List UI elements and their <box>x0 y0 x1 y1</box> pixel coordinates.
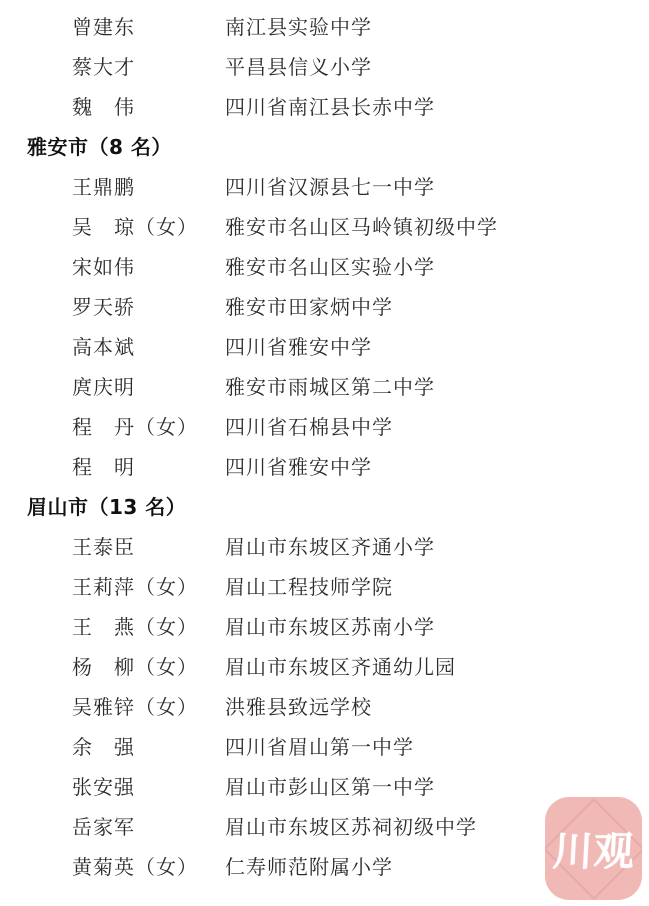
person-name: 黄菊英（女） <box>72 854 198 879</box>
school-name: 眉山市东坡区齐通幼儿园 <box>225 654 456 679</box>
roster-row <box>0 325 649 365</box>
person-name: 罗天骄 <box>72 294 135 319</box>
person-name: 王泰臣 <box>72 534 135 559</box>
roster-row <box>0 685 649 725</box>
school-name: 四川省雅安中学 <box>225 334 372 359</box>
roster-row <box>0 645 649 685</box>
school-name: 眉山市东坡区苏南小学 <box>225 614 435 639</box>
person-name: 高本斌 <box>72 334 135 359</box>
roster-row <box>0 525 649 565</box>
roster-row <box>0 205 649 245</box>
person-name: 程 丹（女） <box>72 414 198 439</box>
roster-row <box>0 765 649 805</box>
person-name: 杨 柳（女） <box>72 654 198 679</box>
person-name: 吴 琼（女） <box>72 214 198 239</box>
school-name: 洪雅县致远学校 <box>225 694 372 719</box>
person-name: 蔡大才 <box>72 54 135 79</box>
person-name: 余 强 <box>72 734 135 759</box>
school-name: 仁寿师范附属小学 <box>225 854 393 879</box>
school-name: 四川省石棉县中学 <box>225 414 393 439</box>
section-header: 雅安市（8 名） <box>27 134 172 159</box>
person-name: 魏 伟 <box>72 94 135 119</box>
roster-list <box>0 5 649 885</box>
school-name: 眉山市彭山区第一中学 <box>225 774 435 799</box>
roster-row <box>0 165 649 205</box>
school-name: 四川省雅安中学 <box>225 454 372 479</box>
roster-row <box>0 605 649 645</box>
person-name: 吴雅锌（女） <box>72 694 198 719</box>
roster-row <box>0 245 649 285</box>
section-header: 眉山市（13 名） <box>27 494 187 519</box>
roster-row <box>0 285 649 325</box>
school-name: 雅安市名山区实验小学 <box>225 254 435 279</box>
roster-row <box>0 5 649 45</box>
school-name: 四川省汉源县七一中学 <box>225 174 435 199</box>
person-name: 王 燕（女） <box>72 614 198 639</box>
person-name: 岳家军 <box>72 814 135 839</box>
roster-row <box>0 445 649 485</box>
school-name: 雅安市雨城区第二中学 <box>225 374 435 399</box>
school-name: 南江县实验中学 <box>225 14 372 39</box>
person-name: 王莉萍（女） <box>72 574 198 599</box>
person-name: 程 明 <box>72 454 135 479</box>
school-name: 四川省眉山第一中学 <box>225 734 414 759</box>
roster-row <box>0 725 649 765</box>
chuanguan-logo <box>545 797 642 900</box>
school-name: 雅安市田家炳中学 <box>225 294 393 319</box>
roster-row <box>0 85 649 125</box>
person-name: 张安强 <box>72 774 135 799</box>
person-name: 曾建东 <box>72 14 135 39</box>
person-name: 王鼎鹏 <box>72 174 135 199</box>
person-name: 庹庆明 <box>72 374 135 399</box>
roster-row <box>0 45 649 85</box>
school-name: 四川省南江县长赤中学 <box>225 94 435 119</box>
school-name: 雅安市名山区马岭镇初级中学 <box>225 214 498 239</box>
school-name: 平昌县信义小学 <box>225 54 372 79</box>
roster-row <box>0 565 649 605</box>
person-name: 宋如伟 <box>72 254 135 279</box>
school-name: 眉山市东坡区齐通小学 <box>225 534 435 559</box>
roster-row <box>0 405 649 445</box>
school-name: 眉山市东坡区苏祠初级中学 <box>225 814 477 839</box>
roster-row <box>0 365 649 405</box>
school-name: 眉山工程技师学院 <box>225 574 393 599</box>
chuanguan-logo-text: 川观 <box>551 828 636 875</box>
